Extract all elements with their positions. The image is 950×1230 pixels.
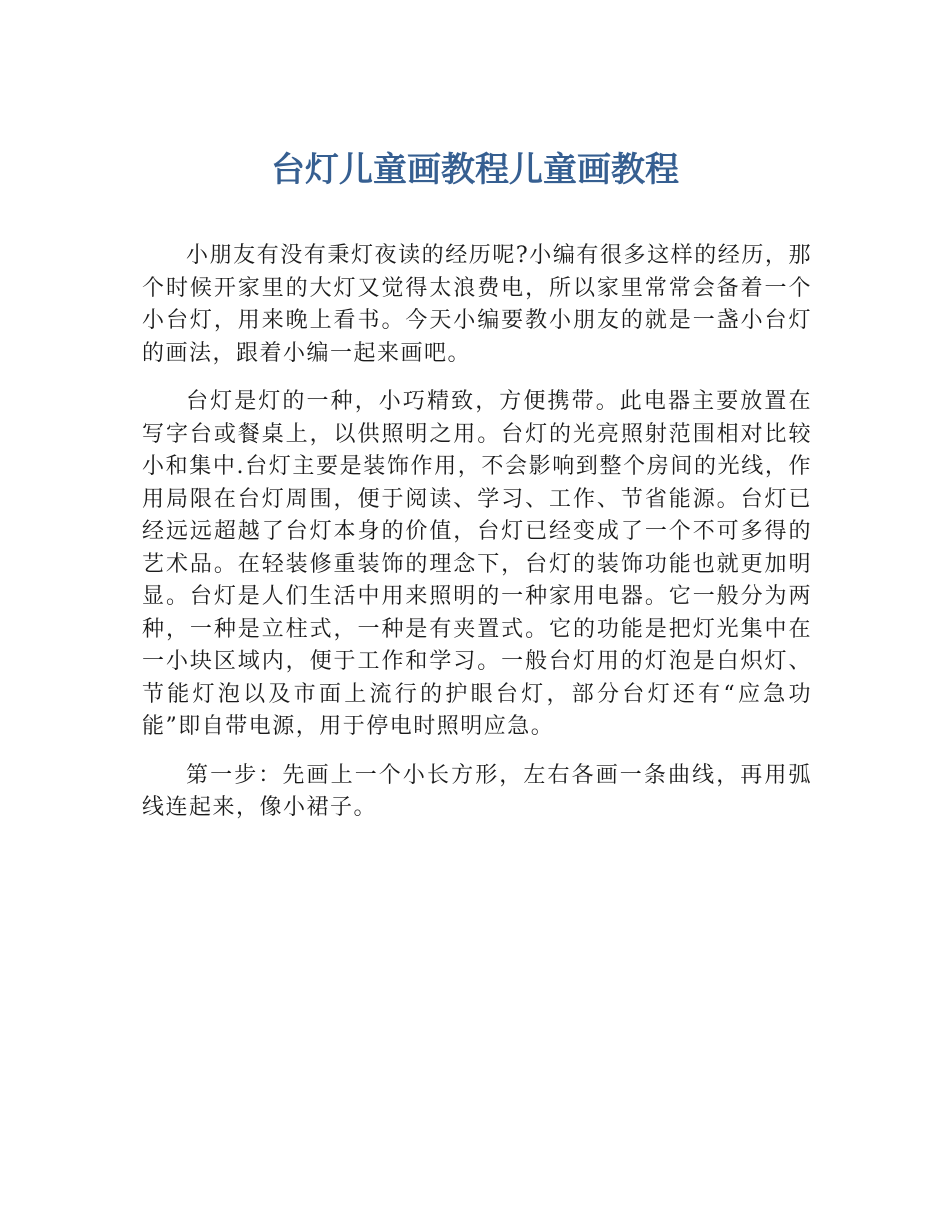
paragraph-step-one: 第一步：先画上一个小长方形，左右各画一条曲线，再用弧线连起来，像小裙子。: [142, 762, 812, 820]
paragraph-intro: 小朋友有没有秉灯夜读的经历呢?小编有很多这样的经历，那个时候开家里的大灯又觉得太浪费电，所以家里常常会备着一个小台灯，用来晚上看书。今天小编要教小朋友的就是一盏小台灯的画法，跟着小编一起来画吧。: [142, 243, 812, 366]
document-body: [142, 240, 812, 841]
paragraph-lamp-description: 台灯是灯的一种，小巧精致，方便携带。此电器主要放置在写字台或餐桌上，以供照明之用。台灯的光亮照射范围相对比较小和集中.台灯主要是装饰作用，不会影响到整个房间的光线，作用局限在台灯周围，便于阅读、学习、工作、节省能源。台灯已经远远超越了台灯本身的价值，台灯已经变成了一个不可多得的艺术品。在轻装修重装饰的理念下，台灯的装饰功能也就更加明显。台灯是人们生活中用来照明的一种家用电器。它一般分为两种，一种是立柱式，一种是有夹置式。它的功能是把灯光集中在一小块区域内，便于工作和学习。一般台灯用的灯泡是白炽灯、节能灯泡以及市面上流行的护眼台灯，部分台灯还有“应急功能”即自带电源，用于停电时照明应急。: [142, 389, 812, 739]
page-title: 台灯儿童画教程儿童画教程: [271, 150, 679, 190]
